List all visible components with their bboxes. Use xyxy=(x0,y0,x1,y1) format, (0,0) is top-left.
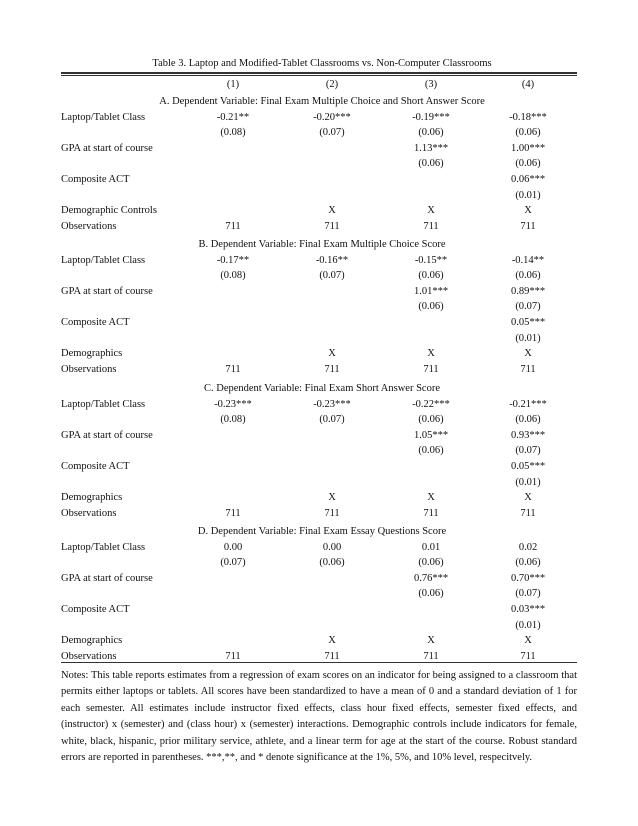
table-cell: 711 xyxy=(520,220,536,232)
panel-heading: C. Dependent Variable: Final Exam Short Answer Score xyxy=(203,383,441,394)
table-cell: (0.07) xyxy=(515,588,541,600)
table-cell: 0.05*** xyxy=(510,317,546,328)
table-cell: 711 xyxy=(324,220,340,232)
table-cell: X xyxy=(427,348,435,360)
table-cell: X xyxy=(427,492,435,504)
table-cell: 711 xyxy=(225,363,241,375)
top-rule-thin xyxy=(61,75,577,76)
table-cell: X xyxy=(427,635,435,647)
table-cell: 711 xyxy=(324,363,340,375)
table-cell: 0.93*** xyxy=(510,429,546,441)
table-cell: 0.03*** xyxy=(510,604,546,615)
table-cell: -0.23*** xyxy=(214,398,252,410)
row-label: Laptop/Tablet Class xyxy=(61,111,146,123)
panel-heading: A. Dependent Variable: Final Exam Multiple Choice and Short Answer Score xyxy=(159,96,485,107)
table-cell: 1.00*** xyxy=(510,142,546,154)
table-cell: (0.06) xyxy=(418,270,444,282)
table-cell: 0.01 xyxy=(421,541,441,553)
table-cell: (0.06) xyxy=(418,414,444,426)
table-cell: 1.01*** xyxy=(413,285,449,297)
row-label: Composite ACT xyxy=(61,174,130,185)
row-label: Laptop/Tablet Class xyxy=(61,541,146,553)
table-cell: 0.89*** xyxy=(510,285,546,297)
table-cell: X xyxy=(427,205,435,217)
table-cell: (0.07) xyxy=(319,127,345,139)
table-cell: (0.06) xyxy=(515,158,541,170)
table-cell: (0.07) xyxy=(220,557,246,569)
table-cell: 0.00 xyxy=(223,541,243,553)
column-header: (1) xyxy=(226,79,240,90)
table-cell: -0.15** xyxy=(414,254,448,266)
table-cell: (0.06) xyxy=(418,557,444,569)
table-cell: 0.76*** xyxy=(413,572,449,584)
table-cell: 711 xyxy=(520,363,536,375)
row-label: GPA at start of course xyxy=(61,285,153,297)
table-cell: -0.16** xyxy=(315,254,349,266)
row-label: Laptop/Tablet Class xyxy=(61,254,146,266)
table-cell: 711 xyxy=(423,507,439,519)
table-cell: -0.21*** xyxy=(509,398,547,410)
row-label: GPA at start of course xyxy=(61,142,153,154)
table-cell: 0.00 xyxy=(322,541,342,553)
table-cell: 1.05*** xyxy=(413,429,449,441)
table-cell: (0.06) xyxy=(418,158,444,170)
table-cell: -0.23*** xyxy=(313,398,351,410)
table-cell: X xyxy=(524,205,532,217)
panel-heading: B. Dependent Variable: Final Exam Multiple Choice Score xyxy=(198,239,446,250)
column-header: (3) xyxy=(424,79,438,90)
table-cell: 711 xyxy=(423,650,439,662)
table-cell: 1.13*** xyxy=(413,142,449,154)
row-label: Observations xyxy=(61,363,117,375)
table-cell: 711 xyxy=(324,650,340,662)
table-cell: X xyxy=(524,348,532,360)
row-label: Demographics xyxy=(61,492,123,504)
table-cell: (0.06) xyxy=(418,588,444,600)
top-rule xyxy=(61,72,577,74)
table-cell: (0.06) xyxy=(515,414,541,426)
row-label: Observations xyxy=(61,650,117,662)
table-cell: (0.06) xyxy=(515,557,541,569)
table-cell: -0.22*** xyxy=(412,398,450,410)
table-title: Table 3. Laptop and Modified-Tablet Classrooms vs. Non-Computer Classrooms xyxy=(152,58,492,69)
row-label: Observations xyxy=(61,507,117,519)
table-cell: 711 xyxy=(225,220,241,232)
table-cell: 0.06*** xyxy=(510,174,546,185)
table-cell: 0.05*** xyxy=(510,461,546,472)
table-cell: 711 xyxy=(520,507,536,519)
table-cell: (0.06) xyxy=(418,445,444,457)
table-cell: (0.07) xyxy=(319,270,345,282)
table-cell: (0.01) xyxy=(515,332,541,344)
row-label: GPA at start of course xyxy=(61,429,153,441)
table-cell: (0.07) xyxy=(515,301,541,313)
table-cell: -0.21** xyxy=(216,111,250,123)
table-cell: 711 xyxy=(423,220,439,232)
table-cell: (0.06) xyxy=(515,270,541,282)
table-cell: (0.08) xyxy=(220,270,246,282)
table-cell: (0.01) xyxy=(515,476,541,488)
row-label: Composite ACT xyxy=(61,317,130,328)
table-cell: X xyxy=(328,635,336,647)
panel-heading: D. Dependent Variable: Final Exam Essay Questions Score xyxy=(197,526,447,537)
table-cell: (0.08) xyxy=(220,127,246,139)
table-cell: (0.06) xyxy=(418,127,444,139)
table-cell: X xyxy=(328,348,336,360)
table-cell: -0.19*** xyxy=(412,111,450,123)
table-cell: (0.07) xyxy=(515,445,541,457)
column-header: (2) xyxy=(325,79,339,90)
table-cell: -0.14** xyxy=(511,254,545,266)
table-cell: X xyxy=(524,492,532,504)
bottom-rule xyxy=(61,662,577,663)
table-cell: -0.17** xyxy=(216,254,250,266)
table-cell: (0.07) xyxy=(319,414,345,426)
table-notes: Notes: This table reports estimates from a regression of exam scores on an indicator for being assigned to a classroom that permits either laptops or tablets. All scores have been standardized to have a mean of 0 and a standard deviation of 1 for each semester. All estimates include instructor fixed effects, class hour fixed effects, semester fixed effects, and (instructor) x (semester) and (class hour) x (semester) interactions. Demographic controls include indicators for female, white, black, hispanic, prior military service, athlete, and a linear term for age at the start of the course. Robust standard errors are reported in parentheses. ***,**, and * denote significance at the 1%, 5%, and 10% level, respecitvely. xyxy=(61,670,577,764)
row-label: Demographics xyxy=(61,348,123,360)
table-cell: (0.01) xyxy=(515,619,541,631)
row-label: Composite ACT xyxy=(61,604,130,615)
table-cell: 0.02 xyxy=(518,541,538,553)
table-cell: (0.06) xyxy=(418,301,444,313)
table-cell: 711 xyxy=(324,507,340,519)
table-cell: 711 xyxy=(423,363,439,375)
row-label: Laptop/Tablet Class xyxy=(61,398,146,410)
column-header: (4) xyxy=(521,79,535,90)
table-cell: 711 xyxy=(520,650,536,662)
table-cell: X xyxy=(524,635,532,647)
table-cell: (0.08) xyxy=(220,414,246,426)
row-label: Composite ACT xyxy=(61,461,130,472)
row-label: GPA at start of course xyxy=(61,572,153,584)
table-cell: 0.70*** xyxy=(510,572,546,584)
table-cell: X xyxy=(328,492,336,504)
table-cell: X xyxy=(328,205,336,217)
table-cell: (0.06) xyxy=(515,127,541,139)
table-cell: 711 xyxy=(225,650,241,662)
table-cell: -0.18*** xyxy=(509,111,547,123)
table-cell: (0.01) xyxy=(515,189,541,201)
table-cell: 711 xyxy=(225,507,241,519)
row-label: Observations xyxy=(61,220,117,232)
row-label: Demographic Controls xyxy=(61,205,157,217)
table-cell: (0.06) xyxy=(319,557,345,569)
row-label: Demographics xyxy=(61,635,123,647)
table-cell: -0.20*** xyxy=(313,111,351,123)
